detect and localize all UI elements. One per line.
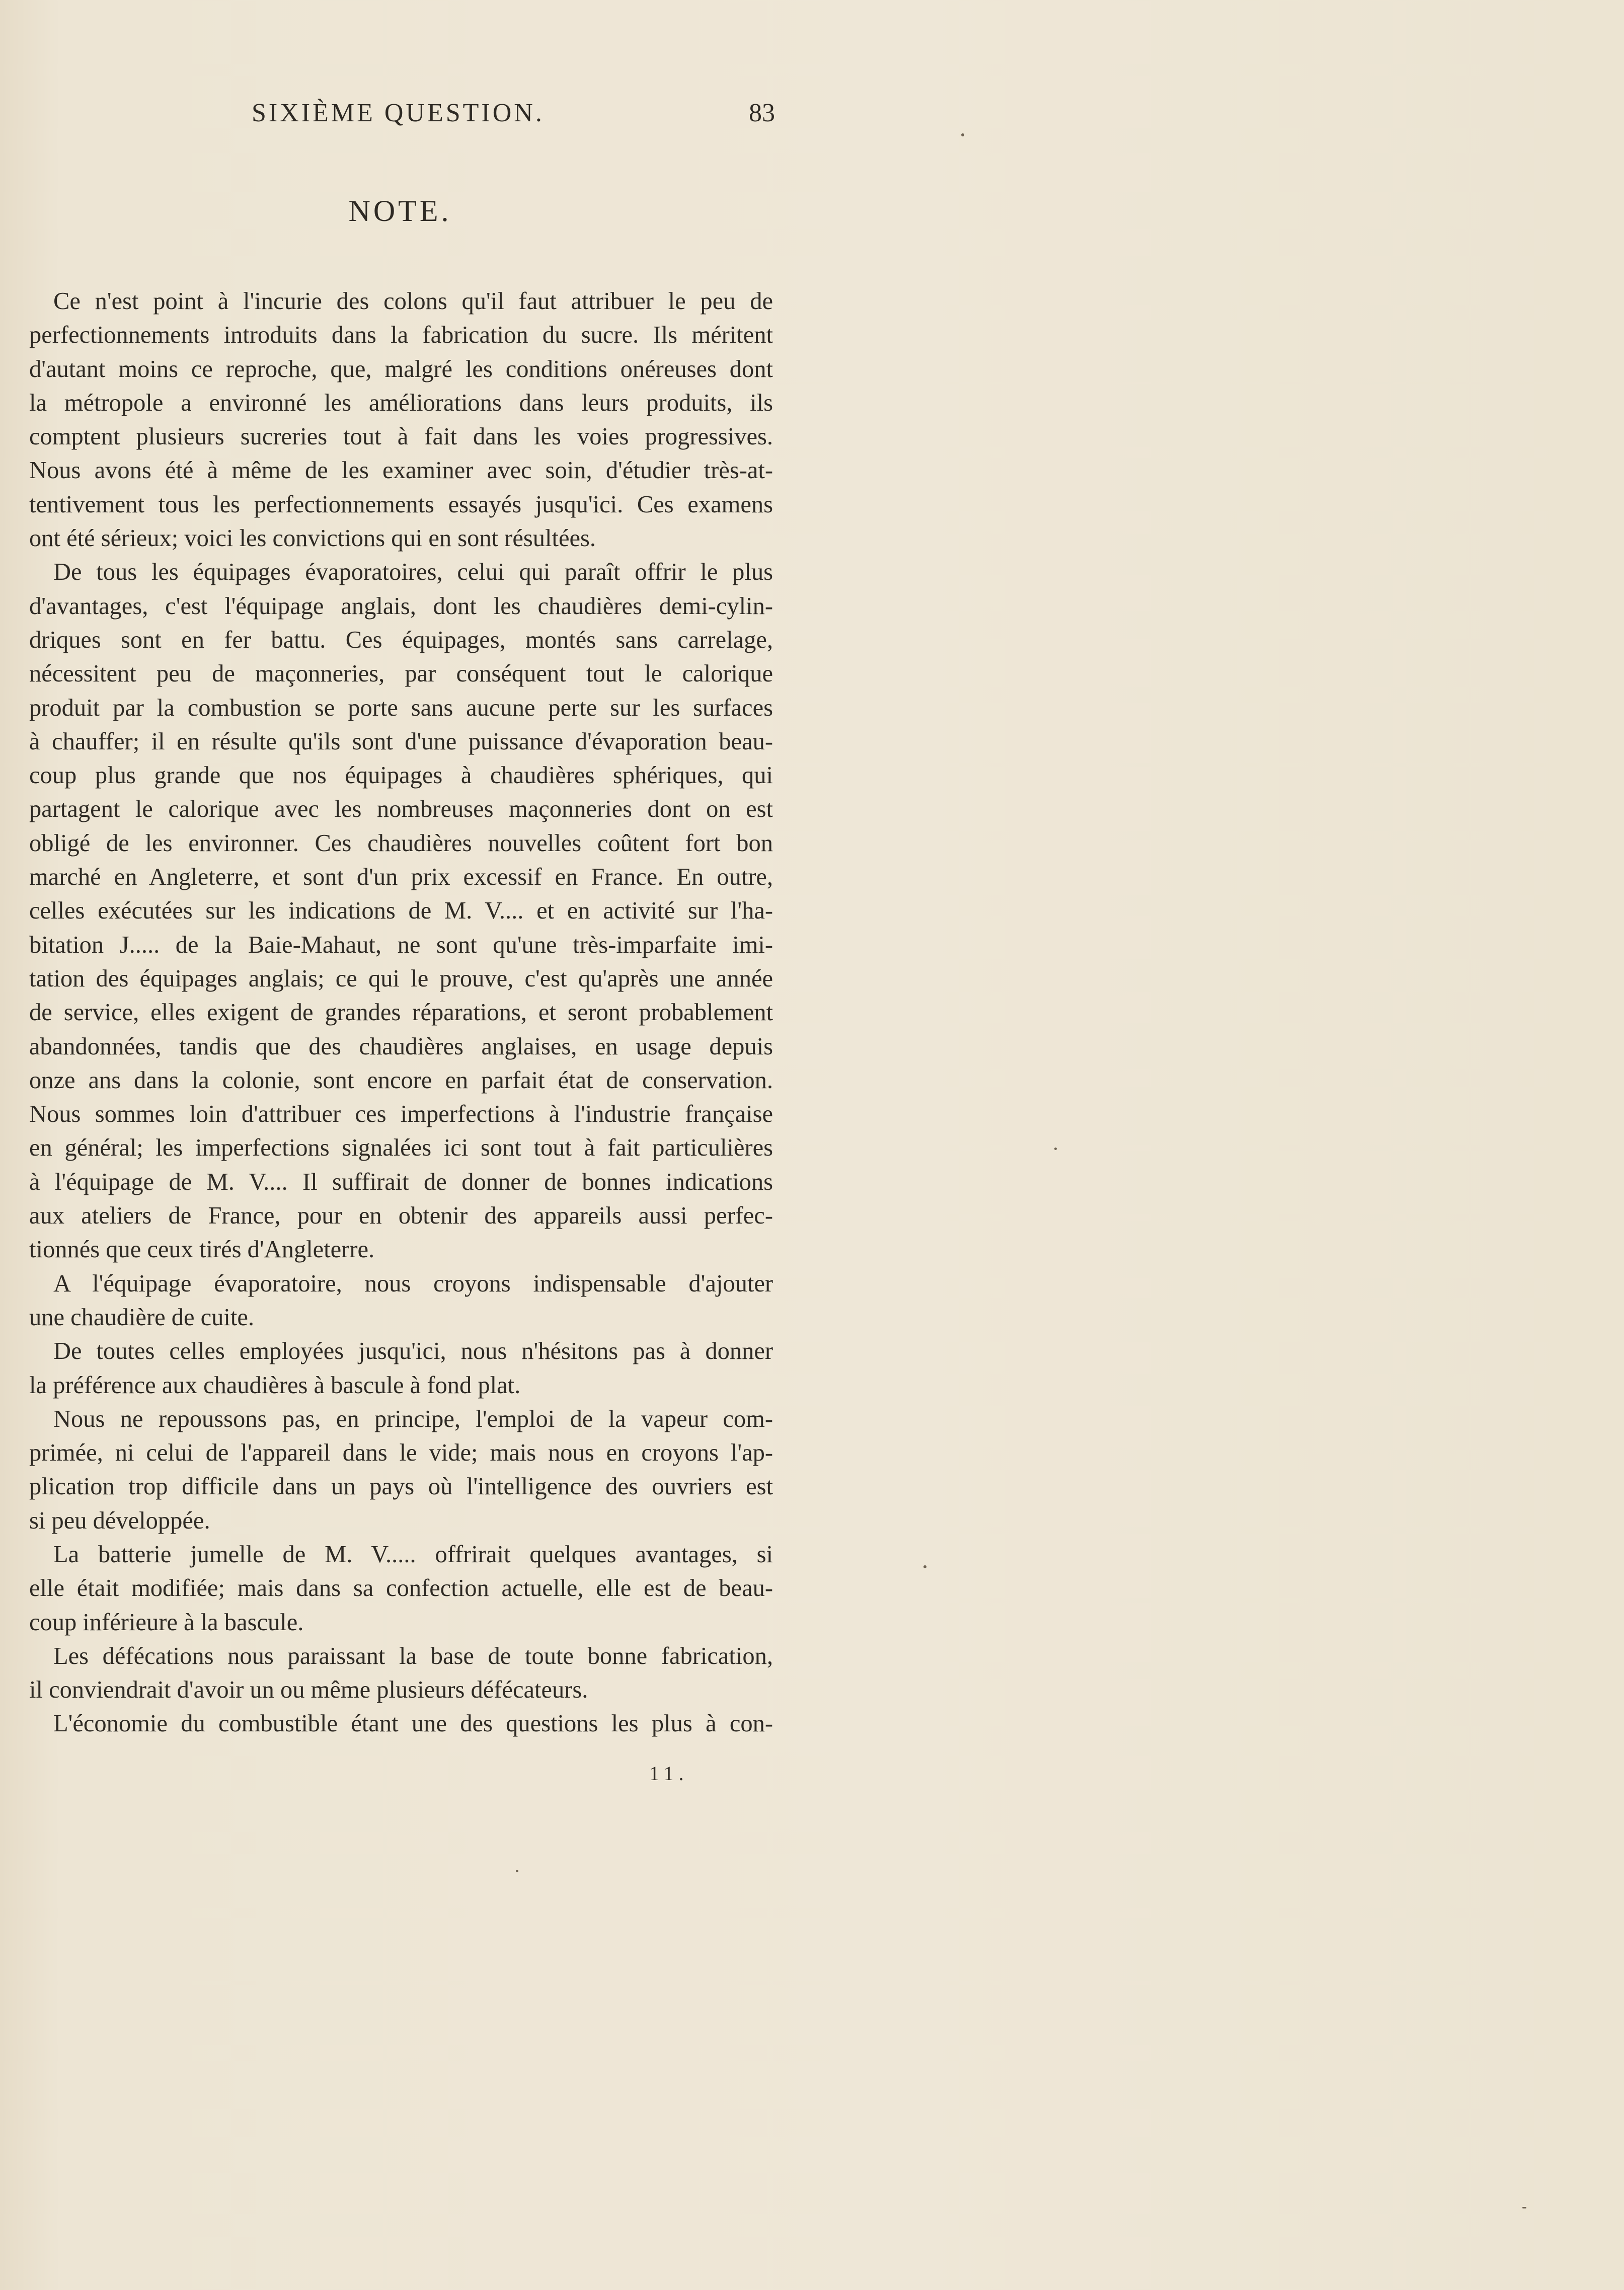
text-line: Ce n'est point à l'incurie des colons qu'il faut attribuer le peu de bbox=[53, 288, 773, 315]
paper-speck bbox=[961, 133, 964, 136]
text-line: en général; les imperfections signalées ici sont tout à fait particulières bbox=[29, 1134, 773, 1162]
running-title: SIXIÈME QUESTION. bbox=[252, 99, 545, 127]
text-line: de service, elles exigent de grandes réparations, et seront probablement bbox=[29, 999, 773, 1026]
text-line: Les défécations nous paraissant la base de toute bonne fabrication, bbox=[53, 1642, 773, 1669]
signature-mark: 11. bbox=[649, 1762, 689, 1785]
text-line: La batterie jumelle de M. V..... offrirait quelques avantages, si bbox=[53, 1541, 773, 1568]
text-line: comptent plusieurs sucreries tout à fait dans les voies progressives. bbox=[29, 423, 773, 450]
text-line: tionnés que ceux tirés d'Angleterre. bbox=[29, 1236, 375, 1263]
text-line: perfectionnements introduits dans la fabrication du sucre. Ils méritent bbox=[29, 322, 773, 349]
text-line: si peu développée. bbox=[29, 1507, 210, 1534]
text-line: coup inférieure à la bascule. bbox=[29, 1609, 304, 1636]
note-title: NOTE. bbox=[348, 194, 452, 227]
text-line: onze ans dans la colonie, sont encore en parfait état de conservation. bbox=[29, 1066, 773, 1094]
paper-speck bbox=[1522, 2207, 1526, 2208]
text-line: Nous avons été à même de les examiner avec soin, d'étudier très-at- bbox=[29, 457, 773, 484]
text-line: nécessitent peu de maçonneries, par conséquent tout le calorique bbox=[29, 660, 773, 688]
text-line: De tous les équipages évaporatoires, celui qui paraît offrir le plus bbox=[53, 559, 773, 586]
text-line: De toutes celles employées jusqu'ici, nous n'hésitons pas à donner bbox=[53, 1338, 773, 1365]
text-line: primée, ni celui de l'appareil dans le vide; mais nous en croyons l'ap- bbox=[29, 1439, 773, 1467]
text-line: partagent le calorique avec les nombreuses maçonneries dont on est bbox=[29, 796, 773, 823]
text-line: driques sont en fer battu. Ces équipages, montés sans carrelage, bbox=[29, 626, 773, 653]
text-line: L'économie du combustible étant une des questions les plus à con- bbox=[53, 1710, 773, 1737]
text-line: à chauffer; il en résulte qu'ils sont d'une puissance d'évaporation beau- bbox=[29, 728, 773, 755]
text-line: la métropole a environné les améliorations dans leurs produits, ils bbox=[29, 389, 773, 416]
text-line: celles exécutées sur les indications de M. V.... et en activité sur l'ha- bbox=[29, 897, 773, 925]
text-line: d'autant moins ce reproche, que, malgré les conditions onéreuses dont bbox=[29, 355, 773, 383]
text-line: Nous ne repoussons pas, en principe, l'emploi de la vapeur com- bbox=[53, 1405, 773, 1432]
text-line: d'avantages, c'est l'équipage anglais, dont les chaudières demi-cylin- bbox=[29, 592, 773, 620]
text-line: la préférence aux chaudières à bascule à fond plat. bbox=[29, 1371, 521, 1399]
text-line: il conviendrait d'avoir un ou même plusieurs défécateurs. bbox=[29, 1676, 588, 1704]
paper-speck bbox=[516, 1870, 518, 1872]
text-line: ont été sérieux; voici les convictions qui en sont résultées. bbox=[29, 525, 596, 552]
body-text bbox=[29, 284, 773, 1741]
text-line: coup plus grande que nos équipages à chaudières sphériques, qui bbox=[29, 762, 773, 789]
text-line: une chaudière de cuite. bbox=[29, 1304, 255, 1331]
text-line: obligé de les environner. Ces chaudières nouvelles coûtent fort bon bbox=[29, 829, 773, 857]
paper-speck bbox=[923, 1565, 926, 1568]
text-line: abandonnées, tandis que des chaudières anglaises, en usage depuis bbox=[29, 1033, 773, 1060]
text-line: marché en Angleterre, et sont d'un prix excessif en France. En outre, bbox=[29, 864, 773, 891]
paper-speck bbox=[1054, 1148, 1057, 1150]
text-line: plication trop difficile dans un pays où l'intelligence des ouvriers est bbox=[29, 1473, 773, 1500]
text-line: bitation J..... de la Baie-Mahaut, ne sont qu'une très-imparfaite imi- bbox=[29, 931, 773, 958]
text-line: A l'équipage évaporatoire, nous croyons indispensable d'ajouter bbox=[53, 1270, 773, 1297]
text-line: Nous sommes loin d'attribuer ces imperfections à l'industrie française bbox=[29, 1101, 773, 1128]
text-line: tation des équipages anglais; ce qui le prouve, c'est qu'après une année bbox=[29, 965, 773, 992]
text-line: elle était modifiée; mais dans sa confection actuelle, elle est de beau- bbox=[29, 1575, 773, 1602]
text-line: à l'équipage de M. V.... Il suffirait de donner de bonnes indications bbox=[29, 1168, 773, 1195]
text-line: aux ateliers de France, pour en obtenir des appareils aussi perfec- bbox=[29, 1202, 773, 1230]
page-number: 83 bbox=[749, 99, 775, 127]
text-line: produit par la combustion se porte sans aucune perte sur les surfaces bbox=[29, 694, 773, 721]
text-line: tentivement tous les perfectionnements essayés jusqu'ici. Ces examens bbox=[29, 491, 773, 518]
